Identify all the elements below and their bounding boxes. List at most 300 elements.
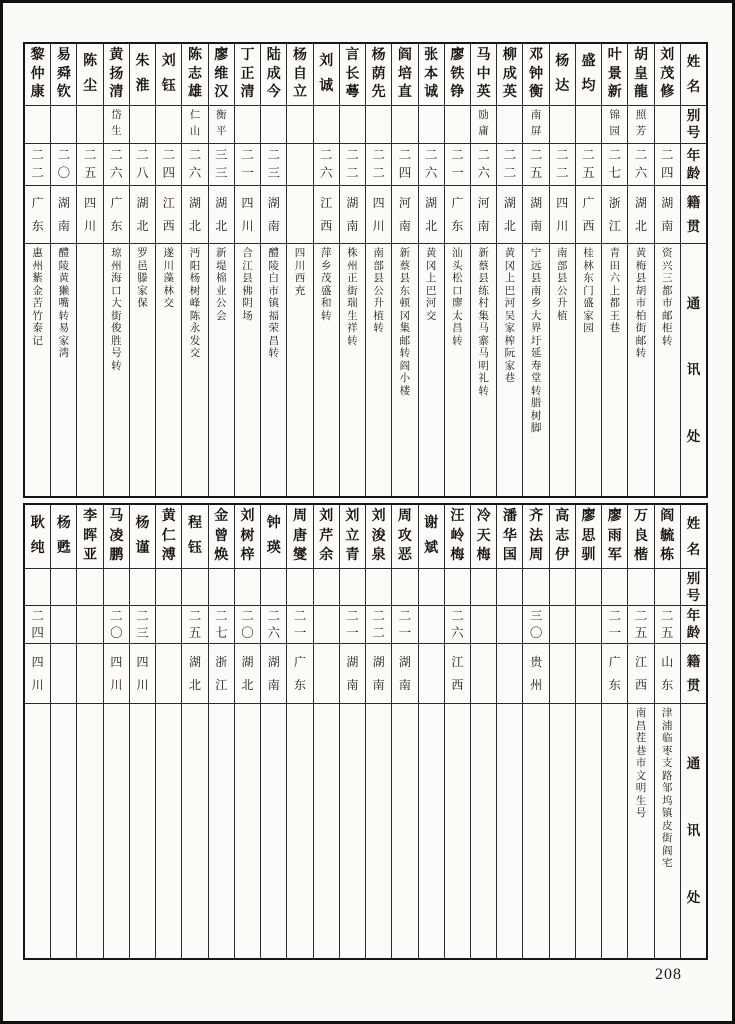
entry-native-place: 湖 南 bbox=[261, 186, 286, 244]
entry-age: 二 二 bbox=[366, 606, 391, 644]
entry-address bbox=[25, 704, 50, 958]
entry-native-place: 广 东 bbox=[25, 186, 50, 244]
entry-alias bbox=[314, 569, 339, 606]
entry-age bbox=[471, 606, 496, 644]
entry-column bbox=[103, 44, 129, 496]
entry-age bbox=[77, 606, 102, 644]
entry-native-place: 四 川 bbox=[77, 186, 102, 244]
entry-alias bbox=[340, 569, 365, 606]
entry-native-place: 湖 南 bbox=[655, 186, 680, 244]
entry-age: 三 〇 bbox=[523, 606, 548, 644]
entry-address: 罗 邑 滕 家 保 bbox=[137, 248, 148, 309]
entry-native-place: 河 南 bbox=[471, 186, 496, 244]
entry-column bbox=[103, 505, 129, 958]
entry-name: 万 良 楷 bbox=[628, 505, 653, 569]
entry-column bbox=[470, 44, 496, 496]
entry-alias bbox=[261, 569, 286, 606]
entry-alias bbox=[77, 106, 102, 144]
entry-column bbox=[444, 44, 470, 496]
entry-age: 二 六 bbox=[419, 144, 444, 186]
entry-age: 二 四 bbox=[25, 606, 50, 644]
entry-column bbox=[50, 44, 76, 496]
entry-age bbox=[576, 606, 601, 644]
entry-age: 二 〇 bbox=[104, 606, 129, 644]
entry-column bbox=[76, 505, 102, 958]
entry-alias bbox=[392, 106, 417, 144]
entry-alias bbox=[235, 106, 260, 144]
entry-age bbox=[156, 606, 181, 644]
entry-name: 杨 自 立 bbox=[287, 44, 312, 106]
entry-alias bbox=[25, 569, 50, 606]
entry-age: 二 四 bbox=[655, 144, 680, 186]
entry-alias bbox=[366, 569, 391, 606]
entry-address bbox=[419, 704, 444, 958]
entry-address: 汕 头 松 口 廖 太 昌 转 bbox=[452, 248, 463, 347]
entry-address: 四 川 西 充 bbox=[294, 248, 306, 297]
entry-native-place bbox=[576, 644, 601, 704]
entry-address: 资 兴 三 都 市 邮 柜 转 bbox=[661, 248, 673, 347]
entry-address: 醴 陵 黄 獭 嘴 转 易 家 湾 bbox=[58, 248, 70, 359]
entry-alias bbox=[51, 106, 76, 144]
entry-age: 二 五 bbox=[182, 606, 207, 644]
entry-column bbox=[260, 505, 286, 958]
entry-alias: 岱 生 bbox=[104, 106, 129, 144]
entry-age: 二 三 bbox=[261, 144, 286, 186]
entry-age: 二 四 bbox=[392, 144, 417, 186]
entry-age: 二 二 bbox=[25, 144, 50, 186]
entry-native-place: 湖 北 bbox=[209, 186, 234, 244]
entry-column bbox=[418, 44, 444, 496]
entry-native-place: 浙 江 bbox=[209, 644, 234, 704]
entry-name: 刘 钰 bbox=[156, 44, 181, 106]
entry-alias bbox=[182, 569, 207, 606]
entry-alias bbox=[25, 106, 50, 144]
entry-age bbox=[497, 606, 522, 644]
entry-age: 二 六 bbox=[314, 144, 339, 186]
entry-address: 黄 冈 上 巴 河 吴 家 榨 阮 家 巷 bbox=[504, 248, 516, 384]
entry-name: 阎 毓 栋 bbox=[655, 505, 680, 569]
entry-name: 黎 仲 康 bbox=[25, 44, 50, 106]
entry-name: 李 晖 亚 bbox=[77, 505, 102, 569]
entry-age: 二 二 bbox=[340, 144, 365, 186]
entry-age: 二 四 bbox=[156, 144, 181, 186]
entry-column bbox=[260, 44, 286, 496]
entry-name: 黄 扬 清 bbox=[104, 44, 129, 106]
header-column bbox=[680, 44, 706, 496]
entry-column bbox=[575, 505, 601, 958]
entry-alias: 仁 山 bbox=[182, 106, 207, 144]
entry-native-place: 湖 南 bbox=[392, 644, 417, 704]
entry-name: 周 唐 燮 bbox=[287, 505, 312, 569]
header-label-alias: 别 号 bbox=[681, 569, 706, 606]
entry-address bbox=[497, 704, 522, 958]
entry-native-place bbox=[51, 644, 76, 704]
entry-native-place: 江 西 bbox=[628, 644, 653, 704]
entry-address: 醴 陵 白 市 镇 福 荣 昌 转 bbox=[268, 248, 279, 359]
entry-native-place: 湖 南 bbox=[366, 644, 391, 704]
entry-column bbox=[391, 44, 417, 496]
entry-column bbox=[391, 505, 417, 958]
entry-name: 杨 达 bbox=[550, 44, 575, 106]
entry-column bbox=[575, 44, 601, 496]
entry-age bbox=[419, 606, 444, 644]
entry-age: 二 六 bbox=[628, 144, 653, 186]
entry-age bbox=[314, 606, 339, 644]
entry-age: 二 五 bbox=[655, 606, 680, 644]
entry-age: 二 六 bbox=[182, 144, 207, 186]
entry-address: 遂 川 藻 林 交 bbox=[163, 248, 175, 309]
entry-address bbox=[576, 704, 601, 958]
entry-name: 马 中 英 bbox=[471, 44, 496, 106]
entry-address bbox=[471, 704, 496, 958]
entry-name: 刘 立 青 bbox=[340, 505, 365, 569]
entry-column bbox=[286, 44, 312, 496]
entry-address bbox=[261, 704, 286, 958]
entry-column bbox=[286, 505, 312, 958]
entry-native-place: 广 西 bbox=[576, 186, 601, 244]
entry-column bbox=[365, 505, 391, 958]
entry-name: 耿 纯 bbox=[25, 505, 50, 569]
entry-column bbox=[339, 505, 365, 958]
entry-column bbox=[129, 505, 155, 958]
entry-address bbox=[77, 244, 102, 496]
entry-alias bbox=[602, 569, 627, 606]
page-number: 208 bbox=[655, 966, 682, 983]
entry-name: 盛 均 bbox=[576, 44, 601, 106]
entry-native-place: 广 东 bbox=[287, 644, 312, 704]
entry-address: 宁 远 县 南 乡 大 界 圩 延 寿 堂 转 腊 树 脚 bbox=[530, 248, 542, 434]
header-label-age: 年 龄 bbox=[681, 144, 706, 186]
entry-name: 黄 仁 溥 bbox=[156, 505, 181, 569]
entry-column bbox=[470, 505, 496, 958]
entry-column bbox=[155, 505, 181, 958]
entry-native-place bbox=[77, 644, 102, 704]
entry-alias: 衡 平 bbox=[209, 106, 234, 144]
entry-address bbox=[235, 704, 260, 958]
entry-age: 二 六 bbox=[261, 606, 286, 644]
entry-alias bbox=[655, 569, 680, 606]
entry-age: 二 五 bbox=[628, 606, 653, 644]
entry-native-place: 湖 南 bbox=[523, 186, 548, 244]
entry-native-place: 四 川 bbox=[130, 644, 155, 704]
entry-name: 金 曾 焕 bbox=[209, 505, 234, 569]
entry-address bbox=[366, 704, 391, 958]
entry-column bbox=[496, 505, 522, 958]
entry-alias bbox=[235, 569, 260, 606]
entry-age: 二 五 bbox=[77, 144, 102, 186]
entry-alias bbox=[392, 569, 417, 606]
entry-column bbox=[627, 44, 653, 496]
entry-native-place: 四 川 bbox=[366, 186, 391, 244]
entry-name: 刘 诚 bbox=[314, 44, 339, 106]
entry-address bbox=[445, 704, 470, 958]
entry-native-place: 山 东 bbox=[655, 644, 680, 704]
entry-native-place: 湖 北 bbox=[628, 186, 653, 244]
entry-age: 二 二 bbox=[550, 144, 575, 186]
entry-address bbox=[104, 704, 129, 958]
entry-alias bbox=[497, 569, 522, 606]
entry-alias bbox=[628, 569, 653, 606]
entry-column bbox=[444, 505, 470, 958]
entry-native-place: 江 西 bbox=[314, 186, 339, 244]
entry-name: 刘 芹 余 bbox=[314, 505, 339, 569]
entry-column bbox=[313, 505, 339, 958]
entry-column bbox=[496, 44, 522, 496]
entry-address: 黄 梅 县 胡 市 柏 街 邮 转 bbox=[635, 248, 647, 359]
entry-column bbox=[549, 505, 575, 958]
entry-alias bbox=[130, 569, 155, 606]
entry-alias bbox=[104, 569, 129, 606]
directory-table-top bbox=[23, 42, 708, 498]
entry-age bbox=[51, 606, 76, 644]
entry-address: 萍 乡 茂 盛 和 转 bbox=[320, 248, 332, 322]
header-label-native: 籍 贯 bbox=[681, 186, 706, 244]
entry-native-place bbox=[471, 644, 496, 704]
entry-alias: 励 庸 bbox=[471, 106, 496, 144]
entry-alias bbox=[261, 106, 286, 144]
entry-alias bbox=[156, 569, 181, 606]
entry-alias bbox=[419, 569, 444, 606]
entry-native-place: 广 东 bbox=[602, 644, 627, 704]
entry-native-place: 四 川 bbox=[235, 186, 260, 244]
entry-alias bbox=[366, 106, 391, 144]
entry-age: 三 三 bbox=[209, 144, 234, 186]
entry-column bbox=[25, 505, 50, 958]
entry-alias bbox=[550, 569, 575, 606]
entry-alias bbox=[340, 106, 365, 144]
entry-name: 陆 成 今 bbox=[261, 44, 286, 106]
entry-address bbox=[209, 704, 234, 958]
entry-column bbox=[234, 505, 260, 958]
entry-address: 南 部 县 公 升 植 转 bbox=[373, 248, 384, 334]
entry-native-place: 湖 北 bbox=[497, 186, 522, 244]
entry-name: 程 钰 bbox=[182, 505, 207, 569]
entry-column bbox=[208, 505, 234, 958]
entry-address: 株 州 正 街 瑞 生 祥 转 bbox=[347, 248, 358, 347]
entry-name: 丁 正 清 bbox=[235, 44, 260, 106]
entry-alias bbox=[77, 569, 102, 606]
entry-name: 周 攻 恶 bbox=[392, 505, 417, 569]
entry-name: 杨 谨 bbox=[130, 505, 155, 569]
header-label-alias: 别 号 bbox=[681, 106, 706, 144]
entry-native-place: 贵 州 bbox=[523, 644, 548, 704]
entry-name: 谢 斌 bbox=[419, 505, 444, 569]
entry-name: 陈 尘 bbox=[77, 44, 102, 106]
entry-name: 杨 荫 先 bbox=[366, 44, 391, 106]
entry-column bbox=[365, 44, 391, 496]
entry-column bbox=[25, 44, 50, 496]
entry-name: 柳 成 英 bbox=[497, 44, 522, 106]
entry-native-place: 广 东 bbox=[104, 186, 129, 244]
entry-address bbox=[550, 704, 575, 958]
entry-address: 琼 州 海 口 大 街 俊 胜 号 转 bbox=[111, 248, 122, 372]
entry-column bbox=[601, 44, 627, 496]
entry-alias bbox=[445, 106, 470, 144]
header-label-native: 籍 贯 bbox=[681, 644, 706, 704]
entry-name: 刘 茂 修 bbox=[655, 44, 680, 106]
entry-native-place: 浙 江 bbox=[602, 186, 627, 244]
entry-age: 二 二 bbox=[497, 144, 522, 186]
entry-column bbox=[76, 44, 102, 496]
entry-alias bbox=[576, 569, 601, 606]
entry-name: 易 舜 钦 bbox=[51, 44, 76, 106]
entry-address bbox=[602, 704, 627, 958]
entry-native-place: 湖 北 bbox=[419, 186, 444, 244]
entry-native-place: 四 川 bbox=[104, 644, 129, 704]
entry-alias bbox=[314, 106, 339, 144]
entry-column bbox=[627, 505, 653, 958]
entry-native-place: 江 西 bbox=[156, 186, 181, 244]
entry-age: 二 一 bbox=[602, 606, 627, 644]
entry-native-place: 江 西 bbox=[445, 644, 470, 704]
entry-age: 二 二 bbox=[366, 144, 391, 186]
entry-age: 二 六 bbox=[445, 606, 470, 644]
entry-age: 二 七 bbox=[602, 144, 627, 186]
entry-name: 朱 淮 bbox=[130, 44, 155, 106]
entry-name: 阎 培 直 bbox=[392, 44, 417, 106]
entry-native-place bbox=[419, 644, 444, 704]
entry-name: 廖 思 驯 bbox=[576, 505, 601, 569]
entry-native-place: 湖 南 bbox=[340, 644, 365, 704]
entry-column bbox=[155, 44, 181, 496]
entry-address bbox=[287, 704, 312, 958]
entry-address: 南 部 县 公 升 植 bbox=[557, 248, 568, 322]
entry-age: 二 〇 bbox=[235, 606, 260, 644]
entry-address bbox=[340, 704, 365, 958]
entry-name: 汪 岭 梅 bbox=[445, 505, 470, 569]
entry-column bbox=[654, 505, 680, 958]
entry-native-place: 湖 南 bbox=[51, 186, 76, 244]
entry-alias bbox=[576, 106, 601, 144]
entry-native-place: 四 川 bbox=[25, 644, 50, 704]
entry-address bbox=[130, 704, 155, 958]
entry-age: 二 八 bbox=[130, 144, 155, 186]
entry-alias bbox=[471, 569, 496, 606]
entry-address: 新 堤 棉 业 公 会 bbox=[216, 248, 227, 322]
entry-alias bbox=[156, 106, 181, 144]
entry-age: 二 六 bbox=[104, 144, 129, 186]
entry-column bbox=[522, 44, 548, 496]
entry-age: 二 五 bbox=[576, 144, 601, 186]
header-label-name: 姓 名 bbox=[681, 505, 706, 569]
entry-alias bbox=[51, 569, 76, 606]
entry-address bbox=[523, 704, 548, 958]
entry-address: 合 江 县 佛 阴 场 bbox=[242, 248, 253, 322]
entry-native-place: 湖 北 bbox=[182, 186, 207, 244]
entry-address bbox=[77, 704, 102, 958]
entry-native-place: 湖 南 bbox=[340, 186, 365, 244]
entry-column bbox=[549, 44, 575, 496]
entry-name: 邓 钟 衡 bbox=[523, 44, 548, 106]
header-label-name: 姓 名 bbox=[681, 44, 706, 106]
entry-name: 陈 志 雄 bbox=[182, 44, 207, 106]
entry-address bbox=[392, 704, 417, 958]
entry-alias bbox=[523, 569, 548, 606]
header-column bbox=[680, 505, 706, 958]
entry-native-place bbox=[287, 186, 312, 244]
entry-alias bbox=[445, 569, 470, 606]
entry-column bbox=[181, 505, 207, 958]
entry-native-place: 湖 北 bbox=[182, 644, 207, 704]
entry-address: 桂 林 东 门 盛 家 园 bbox=[583, 248, 594, 334]
entry-column bbox=[234, 44, 260, 496]
entry-age: 二 一 bbox=[445, 144, 470, 186]
entry-name: 潘 华 国 bbox=[497, 505, 522, 569]
entry-age: 二 〇 bbox=[51, 144, 76, 186]
entry-age: 二 七 bbox=[209, 606, 234, 644]
entry-native-place: 湖 南 bbox=[261, 644, 286, 704]
entry-name: 马 凌 鹏 bbox=[104, 505, 129, 569]
entry-name: 廖 维 汉 bbox=[209, 44, 234, 106]
entry-address: 新 蔡 县 东 顿 冈 集 邮 转 阎 小 楼 bbox=[399, 248, 411, 397]
entry-age: 二 三 bbox=[130, 606, 155, 644]
entry-age bbox=[550, 606, 575, 644]
entry-address: 沔 阳 杨 树 峰 陈 永 发 交 bbox=[189, 248, 201, 359]
header-label-address: 通 讯 处 bbox=[686, 756, 701, 906]
entry-column bbox=[313, 44, 339, 496]
entry-name: 齐 法 周 bbox=[523, 505, 548, 569]
entry-native-place: 四 川 bbox=[550, 186, 575, 244]
entry-column bbox=[522, 505, 548, 958]
entry-alias bbox=[287, 569, 312, 606]
entry-age bbox=[287, 144, 312, 186]
entry-alias bbox=[130, 106, 155, 144]
entry-alias bbox=[209, 569, 234, 606]
entry-alias bbox=[497, 106, 522, 144]
entry-name: 冷 天 梅 bbox=[471, 505, 496, 569]
entry-name: 钟 瑛 bbox=[261, 505, 286, 569]
entry-address bbox=[156, 704, 181, 958]
entry-native-place bbox=[314, 644, 339, 704]
entry-address: 津 浦 临 枣 支 路 邹 坞 镇 皮 街 阎 宅 bbox=[661, 708, 673, 869]
entry-name: 刘 浚 泉 bbox=[366, 505, 391, 569]
entry-address bbox=[182, 704, 207, 958]
header-label-age: 年 龄 bbox=[681, 606, 706, 644]
entry-age: 二 六 bbox=[471, 144, 496, 186]
entry-column bbox=[418, 505, 444, 958]
entry-alias bbox=[419, 106, 444, 144]
entry-name: 张 本 诚 bbox=[419, 44, 444, 106]
entry-age: 二 五 bbox=[523, 144, 548, 186]
entry-name: 廖 雨 军 bbox=[602, 505, 627, 569]
entry-address: 黄 冈 上 巴 河 交 bbox=[425, 248, 437, 322]
entry-age: 二 一 bbox=[340, 606, 365, 644]
entry-address: 新 蔡 县 练 村 集 马 寨 马 明 礼 转 bbox=[478, 248, 489, 397]
entry-address bbox=[314, 704, 339, 958]
entry-native-place: 湖 北 bbox=[235, 644, 260, 704]
entry-column bbox=[129, 44, 155, 496]
entry-address: 南 昌 茬 巷 市 文 明 生 号 bbox=[635, 708, 647, 819]
entry-alias: 锦 园 bbox=[602, 106, 627, 144]
entry-name: 言 长 蕚 bbox=[340, 44, 365, 106]
entry-column bbox=[601, 505, 627, 958]
entry-column bbox=[339, 44, 365, 496]
entry-name: 杨 甦 bbox=[51, 505, 76, 569]
entry-native-place bbox=[550, 644, 575, 704]
entry-column bbox=[50, 505, 76, 958]
entry-address bbox=[51, 704, 76, 958]
entry-column bbox=[208, 44, 234, 496]
entry-column bbox=[181, 44, 207, 496]
entry-name: 廖 铁 铮 bbox=[445, 44, 470, 106]
entry-alias bbox=[655, 106, 680, 144]
entry-native-place bbox=[156, 644, 181, 704]
entry-age: 二 一 bbox=[392, 606, 417, 644]
entry-name: 高 志 伊 bbox=[550, 505, 575, 569]
entry-name: 刘 树 梓 bbox=[235, 505, 260, 569]
entry-name: 叶 景 新 bbox=[602, 44, 627, 106]
entry-native-place bbox=[497, 644, 522, 704]
